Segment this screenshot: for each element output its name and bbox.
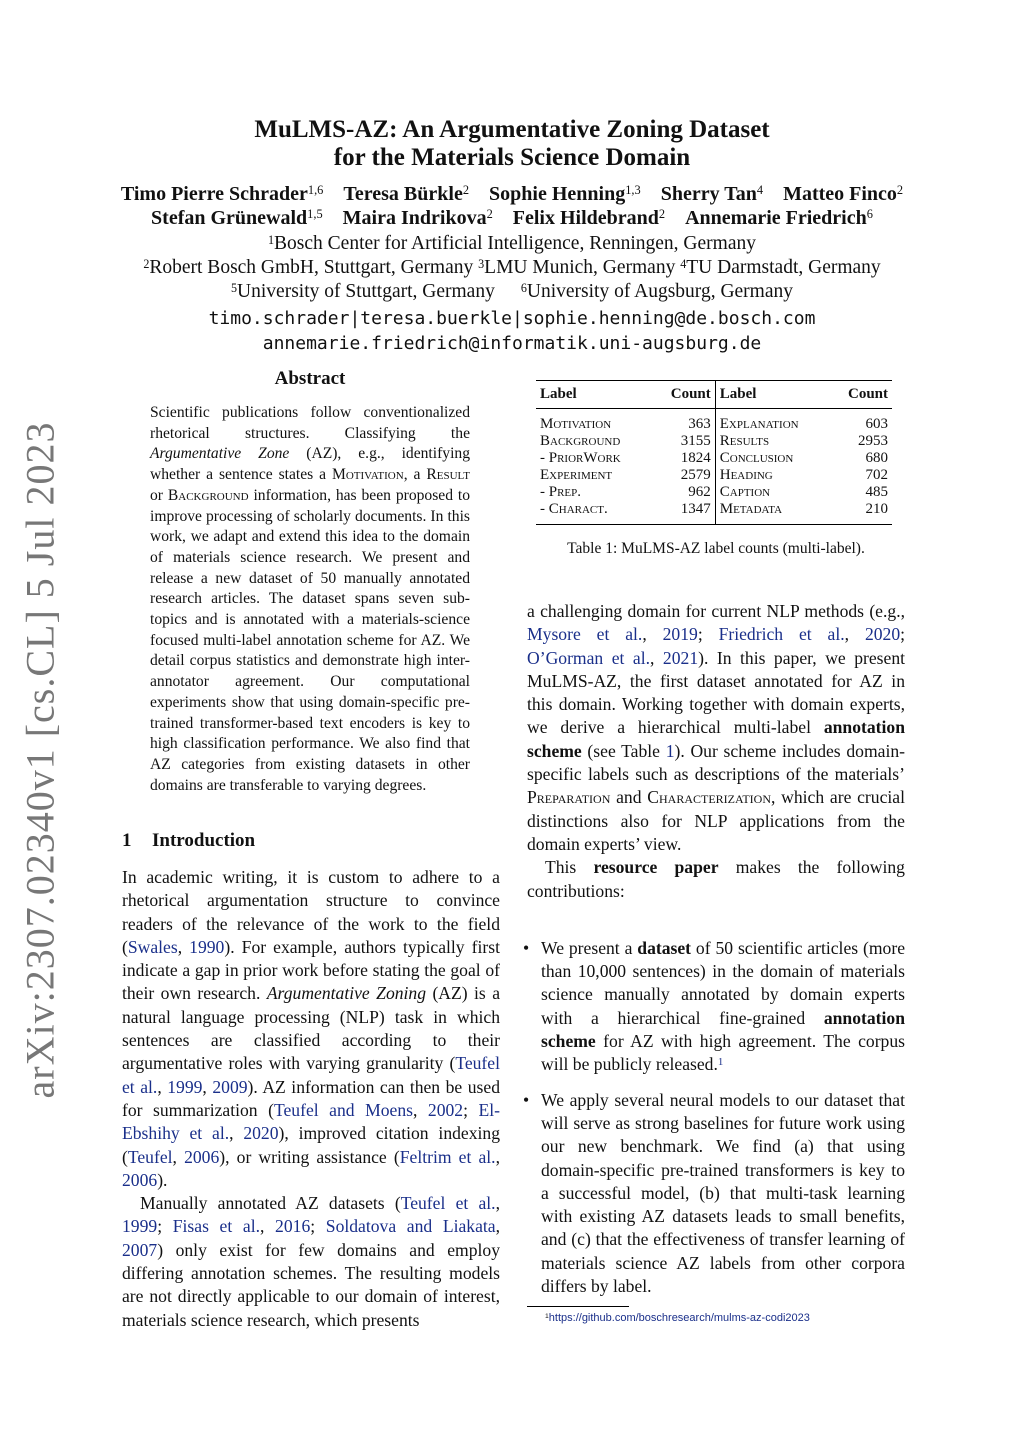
citation-link[interactable]: 2007 bbox=[122, 1239, 158, 1260]
text-run: ). bbox=[157, 1169, 168, 1190]
abstract-text: or bbox=[150, 486, 168, 504]
citation-link[interactable]: Fisas et al. bbox=[172, 1216, 260, 1237]
citation-link[interactable]: El-Ebshihy et al. bbox=[122, 1099, 500, 1144]
affiliation-text: Robert Bosch GmbH, Stuttgart, Germany bbox=[149, 257, 479, 278]
text-run: ). Our scheme includes domain-specific labels such as descriptions of the materials’ bbox=[527, 740, 905, 785]
text-run: dataset bbox=[637, 937, 692, 958]
label-result: Result bbox=[426, 466, 470, 484]
citation-link[interactable]: 1999 bbox=[122, 1216, 158, 1237]
citation-link[interactable]: Teufel et al. bbox=[122, 1053, 500, 1097]
citation-link[interactable]: 2020 bbox=[864, 624, 901, 645]
author-name: Stefan Grünewald bbox=[151, 207, 308, 229]
text-run: for AZ with high agreement. The corpus will be publicly released. bbox=[541, 1031, 905, 1075]
author-list bbox=[0, 182, 1024, 230]
section-heading-introduction bbox=[122, 830, 255, 852]
table-row bbox=[536, 501, 892, 525]
text-run: ; bbox=[900, 624, 906, 645]
citation-link[interactable]: 2006 bbox=[122, 1169, 158, 1190]
text-run: , bbox=[495, 1146, 500, 1167]
citation-link[interactable]: Soldatova and Liakata bbox=[325, 1216, 496, 1237]
text-run: ). In this paper, we present MuLMS-AZ, the first dataset annotated for AZ in this domain. Working together with domain experts, we derive a hierarchical multi-label bbox=[527, 647, 906, 738]
title-line-1: MuLMS-AZ: An Argumentative Zoning Dataset bbox=[254, 116, 770, 143]
text-run: ; bbox=[157, 1216, 173, 1237]
author-affiliation-mark: 2 bbox=[486, 207, 493, 222]
label-cell: Experiment bbox=[540, 467, 613, 483]
table-row bbox=[536, 484, 892, 501]
table-header: Label bbox=[536, 381, 652, 409]
affiliation-mark: 6 bbox=[520, 280, 527, 295]
label-cell: - Prep. bbox=[540, 484, 582, 500]
text-run: ). AZ information can then be used for summarization ( bbox=[122, 1076, 500, 1120]
text-run: of 50 scientific articles (more than 10,000 sentences) in the domain of materials science manually annotated by domain experts with a hierarchical fine-grained bbox=[541, 937, 905, 1028]
table-header: Count bbox=[652, 381, 715, 409]
text-run: This bbox=[545, 857, 594, 878]
text-run: ) only exist for few domains and employ differing annotation schemes. The resulting models are not directly applicable to our domain of interest, materials science research, which presents bbox=[122, 1239, 500, 1330]
count-cell: 363 bbox=[652, 409, 715, 434]
text-run: , which are crucial distinctions also for NLP applications from the domain experts’ view. bbox=[527, 787, 905, 854]
list-item bbox=[523, 937, 905, 1077]
abstract-text: information, has been proposed to improve processing of scholarly documents. In this work, we adapt and extend this idea to the domain of materials science research. We present and release a new dataset of 50 manually annotated research articles. The dataset spans seven sub-topics and is annotated with a materials-science focused multi-label annotation scheme for AZ. We detail corpus statistics and demonstrate high inter-annotator agreement. Our computational experiments show that using domain-specific pre-trained transformer-based text encoders is key to high classification performance. We also find that AZ categories from existing datasets in other domains are transferable to varying degrees. bbox=[150, 486, 471, 794]
table-row bbox=[536, 409, 892, 434]
text-run: , bbox=[844, 624, 865, 645]
text-run: ), improved citation indexing ( bbox=[122, 1123, 500, 1167]
author-name: Teresa Bürkle bbox=[343, 183, 463, 205]
intro-paragraph-3 bbox=[527, 600, 905, 856]
count-cell: 3155 bbox=[652, 433, 715, 450]
email-line-1: timo.schrader|teresa.buerkle|sophie.henning@de.bosch.com bbox=[208, 308, 816, 329]
label-cell: Results bbox=[719, 433, 770, 449]
label-cell: Background bbox=[540, 433, 621, 449]
footnote-link[interactable]: https://github.com/boschresearch/mulms-az-codi2023 bbox=[548, 1312, 810, 1324]
author-affiliation-mark: 2 bbox=[462, 183, 470, 198]
table-caption: Table 1: MuLMS-AZ label counts (multi-label). bbox=[567, 540, 865, 557]
author-affiliation-mark: 4 bbox=[756, 183, 764, 198]
paper-title bbox=[0, 116, 1024, 172]
citation-link[interactable]: 2006 bbox=[184, 1146, 220, 1167]
citation-link[interactable]: 2009 bbox=[212, 1076, 248, 1097]
table-body bbox=[536, 409, 892, 525]
citation-link[interactable]: Friedrich et al. bbox=[718, 624, 845, 645]
text-run: ). For example, authors typically first indicate a gap in prior work before stating the goal of their own research. bbox=[122, 936, 500, 1004]
left-column-text bbox=[122, 866, 500, 1332]
intro-paragraph-2 bbox=[122, 1192, 500, 1332]
citation-link[interactable]: 2016 bbox=[275, 1216, 311, 1237]
text-run: annotation scheme bbox=[541, 1007, 905, 1052]
author-affiliation-mark: 2 bbox=[896, 183, 904, 198]
citation-link[interactable]: 2021 bbox=[662, 647, 699, 668]
table-row bbox=[536, 467, 892, 484]
author-name: Annemarie Friedrich bbox=[685, 207, 867, 229]
text-run: ), or writing assistance ( bbox=[219, 1146, 400, 1167]
citation-link[interactable]: Feltrim et al. bbox=[399, 1146, 496, 1167]
affiliation-line-1 bbox=[0, 232, 1024, 256]
list-item-text bbox=[541, 1090, 905, 1296]
text-run: ; bbox=[463, 1099, 479, 1120]
abstract-heading: Abstract bbox=[274, 368, 346, 389]
author-affiliation-mark: 1,6 bbox=[307, 183, 324, 198]
text-run: Argumentative Zoning bbox=[266, 983, 427, 1004]
citation-link[interactable]: 2002 bbox=[427, 1099, 464, 1120]
citation-link[interactable]: Swales bbox=[127, 936, 178, 957]
text-run: , bbox=[642, 624, 663, 645]
table-header: Count bbox=[829, 381, 892, 409]
text-run: ; bbox=[310, 1216, 326, 1237]
label-cell: Motivation bbox=[540, 416, 612, 432]
affiliation-text: LMU Munich, Germany bbox=[484, 257, 681, 278]
author-name: Felix Hildebrand bbox=[512, 207, 659, 229]
label-cell: Explanation bbox=[719, 416, 799, 432]
count-cell: 1347 bbox=[652, 501, 715, 525]
author-affiliation-mark: 2 bbox=[658, 207, 666, 222]
affiliation-mark: 3 bbox=[478, 256, 485, 271]
bullet-icon: • bbox=[523, 1089, 530, 1110]
affiliation-line-2 bbox=[0, 256, 1024, 280]
text-run: , bbox=[172, 1146, 185, 1167]
intro-paragraph-4 bbox=[527, 856, 905, 903]
count-cell: 603 bbox=[865, 416, 888, 432]
text-run: (AZ) is a natural language processing (NLP) task in which sentences are classified according to their argumentative roles with varying granularity ( bbox=[122, 983, 501, 1074]
author-affiliation-mark: 1,3 bbox=[625, 183, 641, 198]
citation-link[interactable]: 1990 bbox=[189, 936, 225, 957]
footnote-mark: 1 bbox=[545, 1312, 549, 1320]
count-cell: 2953 bbox=[858, 433, 888, 449]
text-run: , bbox=[495, 1216, 500, 1237]
text-run: makes the following contributions: bbox=[527, 857, 905, 901]
arxiv-stamp bbox=[12, 421, 68, 1099]
count-cell: 2579 bbox=[652, 467, 715, 484]
text-run: and bbox=[610, 787, 648, 808]
citation-link[interactable]: O’Gorman et al. bbox=[527, 647, 651, 668]
abstract-text: Scientific publications follow conventionalized rhetorical structures. Classifying the bbox=[150, 404, 470, 442]
author-name: Sophie Henning bbox=[489, 183, 626, 205]
author-emails bbox=[0, 306, 1024, 356]
table-header: Label bbox=[715, 381, 829, 409]
text-run: , bbox=[229, 1123, 244, 1144]
citation-link[interactable]: Teufel et al. bbox=[400, 1193, 496, 1214]
abstract-text: , a bbox=[403, 466, 427, 484]
text-run: In academic writing, it is custom to adhere to a rhetorical argumentation structure to convince readers of the relevance of the work to the field ( bbox=[122, 867, 500, 957]
text-run: , bbox=[202, 1076, 213, 1097]
citation-link[interactable]: 1999 bbox=[167, 1076, 203, 1097]
author-affiliation-mark: 6 bbox=[866, 207, 873, 222]
text-run: resource paper bbox=[593, 857, 719, 878]
citation-link[interactable]: Teufel and Moens bbox=[273, 1099, 413, 1120]
count-cell: 702 bbox=[865, 467, 888, 483]
email-line-2: annemarie.friedrich@informatik.uni-augsburg.de bbox=[262, 333, 762, 354]
text-run: We present a bbox=[541, 937, 638, 958]
contributions-list bbox=[523, 937, 905, 1298]
citation-link[interactable]: Mysore et al. bbox=[527, 624, 643, 645]
abstract-text: (AZ), e.g., identifying whether a sentence states a bbox=[150, 445, 471, 484]
text-run: We apply several neural models to our dataset that will serve as strong baselines for future work using our new benchmark. We find (a) that using domain-specific pre-trained transformers is key to a successful model, (b) that multi-task learning with existing AZ datasets leads to small benefits, and (c) that the effectiveness of transfer learning of materials science AZ labels from other corpora differs by label. bbox=[541, 1089, 905, 1297]
section-number: 1 bbox=[122, 830, 132, 851]
affiliation-text: Bosch Center for Artificial Intelligence, Renningen, Germany bbox=[274, 233, 756, 254]
citation-link[interactable]: Teufel bbox=[127, 1146, 173, 1167]
count-cell: 210 bbox=[829, 501, 892, 525]
label-cell: Caption bbox=[719, 484, 771, 500]
abstract-emphasis: Argumentative Zone bbox=[150, 445, 290, 463]
citation-link[interactable]: 2020 bbox=[243, 1123, 279, 1144]
list-item-text bbox=[541, 938, 905, 1074]
author-affiliation-mark: 1,5 bbox=[307, 207, 323, 222]
label-background: Background bbox=[167, 486, 249, 504]
label-motivation: Motivation bbox=[331, 466, 404, 484]
author-name: Maira Indrikova bbox=[342, 207, 487, 229]
count-cell: 1824 bbox=[652, 450, 715, 467]
text-run: Manually annotated AZ datasets ( bbox=[140, 1193, 401, 1214]
text-run: a challenging domain for current NLP methods (e.g., bbox=[527, 601, 905, 621]
affiliation-mark: 2 bbox=[143, 256, 150, 271]
abstract-body bbox=[150, 403, 470, 796]
affiliation-text: University of Stuttgart, Germany bbox=[237, 281, 495, 302]
count-cell: 680 bbox=[865, 450, 888, 466]
text-run: , bbox=[177, 936, 190, 957]
label-cell: Heading bbox=[719, 467, 773, 483]
citation-link[interactable]: 1 bbox=[717, 1056, 724, 1069]
label-cell: - Charact. bbox=[536, 501, 652, 525]
citation-link[interactable]: 2019 bbox=[662, 624, 698, 645]
footnote-rule bbox=[527, 1306, 629, 1307]
citation-link[interactable]: 1 bbox=[665, 740, 675, 761]
table-row bbox=[536, 450, 892, 467]
label-term: Characterization bbox=[647, 787, 771, 808]
text-run: , bbox=[157, 1076, 168, 1097]
section-title: Introduction bbox=[152, 830, 256, 851]
count-cell: 485 bbox=[865, 484, 888, 500]
affiliation-mark: 4 bbox=[680, 256, 687, 271]
intro-paragraph-1 bbox=[122, 866, 500, 1192]
affiliations bbox=[0, 232, 1024, 304]
affiliation-mark: 5 bbox=[231, 280, 238, 295]
text-run: (see Table bbox=[581, 740, 666, 761]
text-run: , bbox=[495, 1193, 500, 1214]
author-line-2 bbox=[0, 206, 1024, 230]
affiliation-line-3 bbox=[0, 280, 1024, 304]
table-row bbox=[536, 433, 892, 450]
affiliation-text: TU Darmstadt, Germany bbox=[686, 257, 881, 278]
table-header-row bbox=[536, 381, 892, 409]
affiliation-mark: 1 bbox=[268, 232, 275, 247]
count-cell: 962 bbox=[652, 484, 715, 501]
text-run: , bbox=[412, 1099, 428, 1120]
text-run: , bbox=[650, 647, 663, 668]
author-name: Sherry Tan bbox=[660, 183, 757, 205]
author-name: Timo Pierre Schrader bbox=[120, 183, 308, 205]
author-name: Matteo Finco bbox=[783, 183, 897, 205]
label-counts-table bbox=[536, 380, 892, 525]
list-item bbox=[523, 1089, 905, 1299]
title-line-2: for the Materials Science Domain bbox=[333, 144, 691, 171]
author-line-1 bbox=[0, 182, 1024, 206]
label-cell: - PriorWork bbox=[540, 450, 621, 466]
right-column-text bbox=[523, 600, 906, 1310]
affiliation-text: University of Augsburg, Germany bbox=[526, 281, 793, 302]
text-run: , bbox=[260, 1216, 276, 1237]
arxiv-identifier: arXiv:2307.02340v1 [cs.CL] 5 Jul 2023 bbox=[17, 421, 63, 1099]
bullet-icon: • bbox=[523, 937, 530, 958]
label-cell: Conclusion bbox=[719, 450, 794, 466]
label-term: Preparation bbox=[527, 787, 611, 808]
text-run: ; bbox=[697, 624, 719, 645]
label-cell: Metadata bbox=[715, 501, 829, 525]
footnote bbox=[545, 1312, 810, 1324]
text-run: annotation scheme bbox=[527, 717, 905, 761]
